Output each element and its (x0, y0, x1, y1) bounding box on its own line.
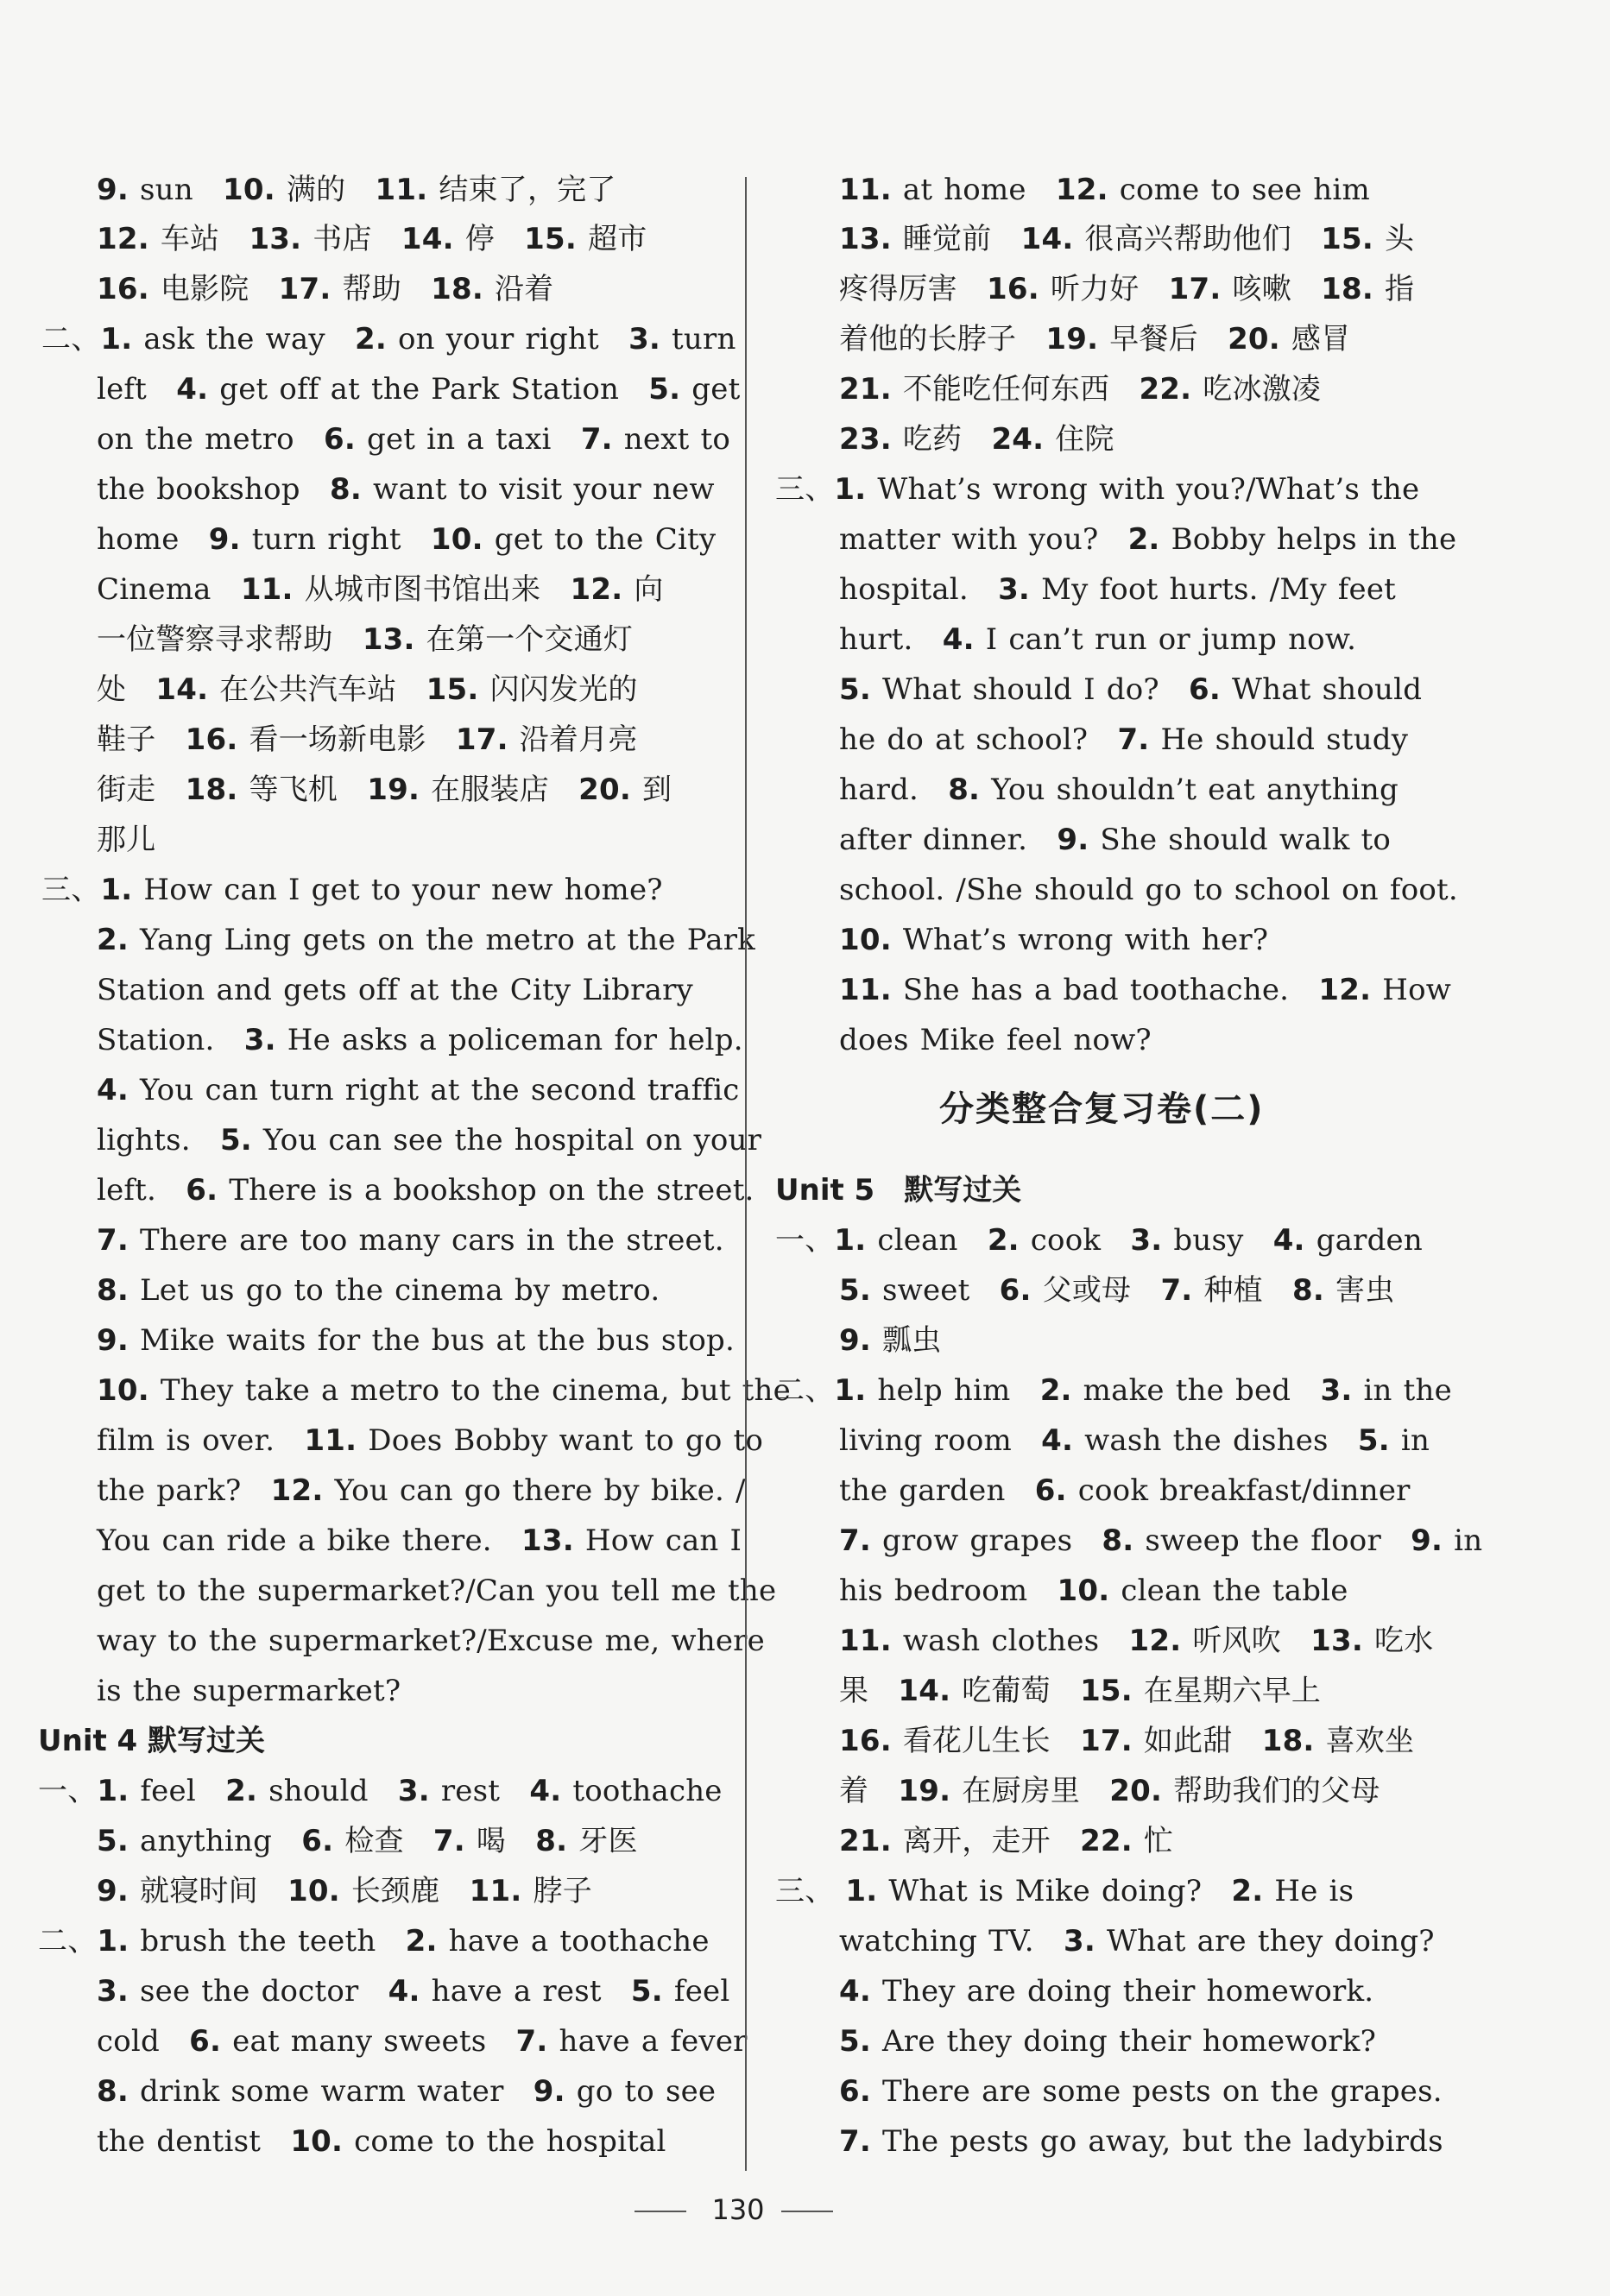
left-column-text-line: is the supermarket? (97, 1674, 401, 1708)
left-column-text-line: the dentist 10. come to the hospital (97, 2124, 666, 2159)
left-column-text-line: 7. There are too many cars in the street. (97, 1223, 724, 1258)
right-column-text-line: 16. 看花儿生长 17. 如此甜 18. 喜欢坐 (839, 1724, 1415, 1758)
footer-dash-right (781, 2211, 833, 2212)
right-column-text-line: 三、 1. What is Mike doing? 2. He is (775, 1874, 1354, 1908)
left-column-text-line: 8. drink some warm water 9. go to see (97, 2074, 717, 2109)
right-column-text-line: 着 19. 在厨房里 20. 帮助我们的父母 (839, 1774, 1380, 1808)
left-column-text-line: on the metro 6. get in a taxi 7. next to (97, 422, 731, 457)
left-column-text-line: 10. They take a metro to the cinema, but the (97, 1373, 791, 1408)
right-column-text-line: 一、1. clean 2. cook 3. busy 4. garden (775, 1223, 1423, 1258)
right-column-text-line: 21. 不能吃任何东西 22. 吃冰激凌 (839, 372, 1322, 407)
left-column-text-line: 鞋子 16. 看一场新电影 17. 沿着月亮 (97, 722, 638, 757)
left-column-text-line: 2. Yang Ling gets on the metro at the Park (97, 923, 755, 957)
right-column-text-line: hard. 8. You shouldn’t eat anything (839, 773, 1398, 807)
left-column-text-line: the park? 12. You can go there by bike. / (97, 1473, 746, 1508)
left-column-text-line: 二、1. brush the teeth 2. have a toothache (38, 1924, 710, 1959)
left-column-text-line: You can ride a bike there. 13. How can I (97, 1523, 742, 1558)
left-column-text-line: home 9. turn right 10. get to the City (97, 522, 717, 557)
left-column-text-line: film is over. 11. Does Bobby want to go to (97, 1423, 764, 1458)
right-column-text-line: 疼得厉害 16. 听力好 17. 咳嗽 18. 指 (839, 272, 1415, 306)
right-column-text-line: 三、1. What’s wrong with you?/What’s the (775, 472, 1420, 507)
left-column-text-line: 4. You can turn right at the second traffic (97, 1073, 740, 1107)
left-column-text-line: left. 6. There is a bookshop on the street. (97, 1173, 754, 1208)
right-column-text-line: watching TV. 3. What are they doing? (839, 1924, 1435, 1959)
right-column-text-line: 11. wash clothes 12. 听风吹 13. 吃水 (839, 1624, 1434, 1658)
right-column-text-line: the garden 6. cook breakfast/dinner (839, 1473, 1411, 1508)
right-column-text-line: 10. What’s wrong with her? (839, 923, 1269, 957)
left-column-text-line: Cinema 11. 从城市图书馆出来 12. 向 (97, 572, 664, 607)
right-column-text-line: 23. 吃药 24. 住院 (839, 422, 1114, 457)
left-column-text-line: 街走 18. 等飞机 19. 在服装店 20. 到 (97, 773, 672, 807)
unit4-heading: Unit 4 默写过关 (38, 1724, 266, 1758)
left-column-text-line: 12. 车站 13. 书店 14. 停 15. 超市 (97, 222, 647, 256)
unit5-heading: Unit 5 默写过关 (775, 1173, 1022, 1208)
left-column-text-line: way to the supermarket?/Excuse me, where (97, 1624, 765, 1658)
left-column-text-line: 9. 就寝时间 10. 长颈鹿 11. 脖子 (97, 1874, 592, 1908)
left-column-text-line: 三、1. How can I get to your new home? (41, 873, 663, 907)
left-column-text-line: get to the supermarket?/Can you tell me the (97, 1574, 777, 1608)
right-column-text-line: 11. She has a bad toothache. 12. How (839, 973, 1452, 1007)
right-column-text-line: he do at school? 7. He should study (839, 722, 1409, 757)
left-column-text-line: 那儿 (97, 823, 156, 857)
left-column-text-line: 处 14. 在公共汽车站 15. 闪闪发光的 (97, 672, 638, 707)
right-column-text-line: 5. What should I do? 6. What should (839, 672, 1423, 707)
right-column-text-line: school. /She should go to school on foot. (839, 873, 1458, 907)
left-column-text-line: left 4. get off at the Park Station 5. get (97, 372, 741, 407)
right-column-text-line: living room 4. wash the dishes 5. in (839, 1423, 1430, 1458)
left-column-text-line: Station. 3. He asks a policeman for help. (97, 1023, 743, 1057)
right-column-text-line: 5. sweet 6. 父或母 7. 种植 8. 害虫 (839, 1273, 1395, 1308)
right-column-text-line: 4. They are doing their homework. (839, 1974, 1374, 2009)
right-column-text-line: 6. There are some pests on the grapes. (839, 2074, 1443, 2109)
right-column-text-line: after dinner. 9. She should walk to (839, 823, 1392, 857)
left-column-text-line: 一位警察寻求帮助 13. 在第一个交通灯 (97, 622, 634, 657)
right-column-text-line: does Mike feel now? (839, 1023, 1152, 1057)
right-column-text-line: matter with you? 2. Bobby helps in the (839, 522, 1457, 557)
right-column-text-line: 11. at home 12. come to see him (839, 173, 1370, 207)
left-column-text-line: 二、1. ask the way 2. on your right 3. turn (41, 322, 736, 356)
right-column-text-line: 着他的长脖子 19. 早餐后 20. 感冒 (839, 322, 1351, 356)
left-column-text-line: Station and gets off at the City Library (97, 973, 693, 1007)
right-column-text-line: 9. 瓢虫 (839, 1323, 942, 1358)
column-divider (745, 177, 747, 2171)
left-column-text-line: 5. anything 6. 检查 7. 喝 8. 牙医 (97, 1824, 638, 1858)
left-column-text-line: the bookshop 8. want to visit your new (97, 472, 715, 507)
section-title: 分类整合复习卷(二) (939, 1089, 1265, 1129)
right-column-text-line: his bedroom 10. clean the table (839, 1574, 1348, 1608)
page-number: 130 (711, 2193, 765, 2226)
right-column-text-line: 21. 离开，走开 22. 忙 (839, 1824, 1174, 1858)
right-column-text-line: 二、1. help him 2. make the bed 3. in the (775, 1373, 1452, 1408)
left-column-text-line: 一、1. feel 2. should 3. rest 4. toothache (38, 1774, 723, 1808)
footer-dash-left (635, 2211, 686, 2212)
right-column-text-line: hurt. 4. I can’t run or jump now. (839, 622, 1357, 657)
right-column-text-line: 13. 睡觉前 14. 很高兴帮助他们 15. 头 (839, 222, 1415, 256)
page-footer (0, 2188, 1610, 2231)
left-column-text-line: 8. Let us go to the cinema by metro. (97, 1273, 660, 1308)
right-column-text-line: 7. grow grapes 8. sweep the floor 9. in (839, 1523, 1483, 1558)
left-column-text-line: 3. see the doctor 4. have a rest 5. feel (97, 1974, 730, 2009)
right-column-text-line: 5. Are they doing their homework? (839, 2024, 1377, 2059)
right-column-text-line: hospital. 3. My foot hurts. /My feet (839, 572, 1397, 607)
left-column-text-line: cold 6. eat many sweets 7. have a fever (97, 2024, 748, 2059)
left-column-text-line: lights. 5. You can see the hospital on your (97, 1123, 762, 1157)
right-column-text-line: 果 14. 吃葡萄 15. 在星期六早上 (839, 1674, 1322, 1708)
right-column-text-line: 7. The pests go away, but the ladybirds (839, 2124, 1443, 2159)
left-column-text-line: 16. 电影院 17. 帮助 18. 沿着 (97, 272, 554, 306)
left-column-text-line: 9. sun 10. 满的 11. 结束了，完了 (97, 173, 616, 207)
left-column-text-line: 9. Mike waits for the bus at the bus stop. (97, 1323, 735, 1358)
